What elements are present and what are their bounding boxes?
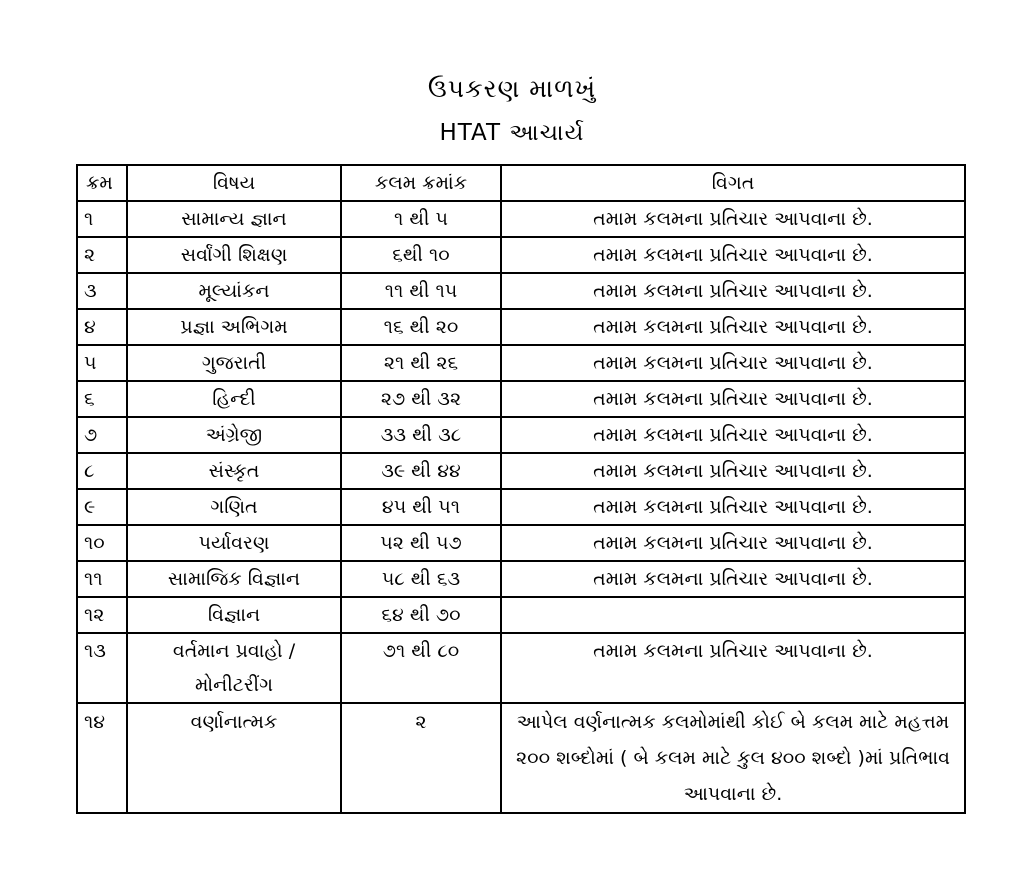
serial-cell: ૮ [77, 453, 127, 489]
range-cell: ૪૫ થી ૫૧ [341, 489, 501, 525]
column-header-question-range: કલમ ક્રમાંક [341, 165, 501, 201]
table-header-row [77, 165, 965, 201]
subject-cell: પર્યાવરણ [127, 525, 341, 561]
table-row [77, 453, 965, 489]
serial-cell: ૩ [77, 273, 127, 309]
range-cell: ૩૯ થી ૪૪ [341, 453, 501, 489]
table-row [77, 561, 965, 597]
range-cell: ૬૪ થી ૭૦ [341, 597, 501, 633]
detail-cell: તમામ કલમના પ્રતિચાર આપવાના છે. [501, 561, 965, 597]
serial-cell: ૧૪ [77, 703, 127, 813]
serial-cell: ૫ [77, 345, 127, 381]
subject-cell: ગુજરાતી [127, 345, 341, 381]
detail-cell [501, 597, 965, 633]
detail-cell: તમામ કલમના પ્રતિચાર આપવાના છે. [501, 201, 965, 237]
serial-cell: ૭ [77, 417, 127, 453]
serial-cell: ૧૦ [77, 525, 127, 561]
table-row [77, 381, 965, 417]
range-cell: ૧ થી ૫ [341, 201, 501, 237]
table-row [77, 525, 965, 561]
range-cell: ૧૬ થી ૨૦ [341, 309, 501, 345]
serial-cell: ૪ [77, 309, 127, 345]
table-row [77, 237, 965, 273]
detail-cell: તમામ કલમના પ્રતિચાર આપવાના છે. [501, 525, 965, 561]
table-row [77, 417, 965, 453]
range-cell: ૨૭ થી ૩૨ [341, 381, 501, 417]
column-header-serial: ક્રમ [77, 165, 127, 201]
detail-cell: તમામ કલમના પ્રતિચાર આપવાના છે. [501, 453, 965, 489]
detail-cell: આપેલ વર્ણનાત્મક કલમોમાંથી કોઈ બે કલમ માટે મહત્તમ ૨૦૦ શબ્દોમાં ( બે કલમ માટે કુલ ૪૦૦ શબ્દો )માં પ્રતિભાવ આપવાના છે. [501, 703, 965, 813]
range-cell: ૫૨ થી ૫૭ [341, 525, 501, 561]
table-row [77, 633, 965, 703]
table-row [77, 597, 965, 633]
serial-cell: ૨ [77, 237, 127, 273]
range-cell: ૬થી ૧૦ [341, 237, 501, 273]
table-row [77, 489, 965, 525]
range-cell: ૩૩ થી ૩૮ [341, 417, 501, 453]
document-title: ઉપકરણ માળખું [427, 74, 597, 103]
range-cell: ૧૧ થી ૧૫ [341, 273, 501, 309]
subject-cell: હિન્દી [127, 381, 341, 417]
subject-cell: ગણિત [127, 489, 341, 525]
subject-cell: વર્ણાનાત્મક [127, 703, 341, 813]
serial-cell: ૧૧ [77, 561, 127, 597]
table-row [77, 201, 965, 237]
range-cell: ૨૧ થી ૨૬ [341, 345, 501, 381]
table-row [77, 309, 965, 345]
detail-cell: તમામ કલમના પ્રતિચાર આપવાના છે. [501, 417, 965, 453]
range-cell: ૫૮ થી ૬૩ [341, 561, 501, 597]
detail-cell: તમામ કલમના પ્રતિચાર આપવાના છે. [501, 381, 965, 417]
table-row [77, 703, 965, 813]
column-header-detail: વિગત [501, 165, 965, 201]
subject-cell: સામાજિક વિજ્ઞાન [127, 561, 341, 597]
range-cell: ૨ [341, 703, 501, 813]
detail-cell: તમામ કલમના પ્રતિચાર આપવાના છે. [501, 345, 965, 381]
outline-table [76, 164, 966, 814]
subject-cell: વર્તમાન પ્રવાહો / મોનીટરીંગ [127, 633, 341, 703]
serial-cell: ૧૩ [77, 633, 127, 703]
serial-cell: ૯ [77, 489, 127, 525]
serial-cell: ૧ [77, 201, 127, 237]
detail-cell: તમામ કલમના પ્રતિચાર આપવાના છે. [501, 273, 965, 309]
detail-cell: તમામ કલમના પ્રતિચાર આપવાના છે. [501, 309, 965, 345]
subject-cell: સંસ્કૃત [127, 453, 341, 489]
range-cell: ૭૧ થી ૮૦ [341, 633, 501, 703]
subject-cell: સર્વાંગી શિક્ષણ [127, 237, 341, 273]
table-row [77, 345, 965, 381]
serial-cell: ૧૨ [77, 597, 127, 633]
serial-cell: ૬ [77, 381, 127, 417]
subject-cell: અંગ્રેજી [127, 417, 341, 453]
detail-cell: તમામ કલમના પ્રતિચાર આપવાના છે. [501, 489, 965, 525]
document-subtitle: HTAT આચાર્ય [439, 120, 585, 146]
table-row [77, 273, 965, 309]
subject-cell: વિજ્ઞાન [127, 597, 341, 633]
detail-cell: તમામ કલમના પ્રતિચાર આપવાના છે. [501, 237, 965, 273]
column-header-subject: વિષય [127, 165, 341, 201]
subject-cell: સામાન્ય જ્ઞાન [127, 201, 341, 237]
subject-cell: મૂલ્યાંકન [127, 273, 341, 309]
subject-cell: પ્રજ્ઞા અભિગમ [127, 309, 341, 345]
detail-cell: તમામ કલમના પ્રતિચાર આપવાના છે. [501, 633, 965, 703]
